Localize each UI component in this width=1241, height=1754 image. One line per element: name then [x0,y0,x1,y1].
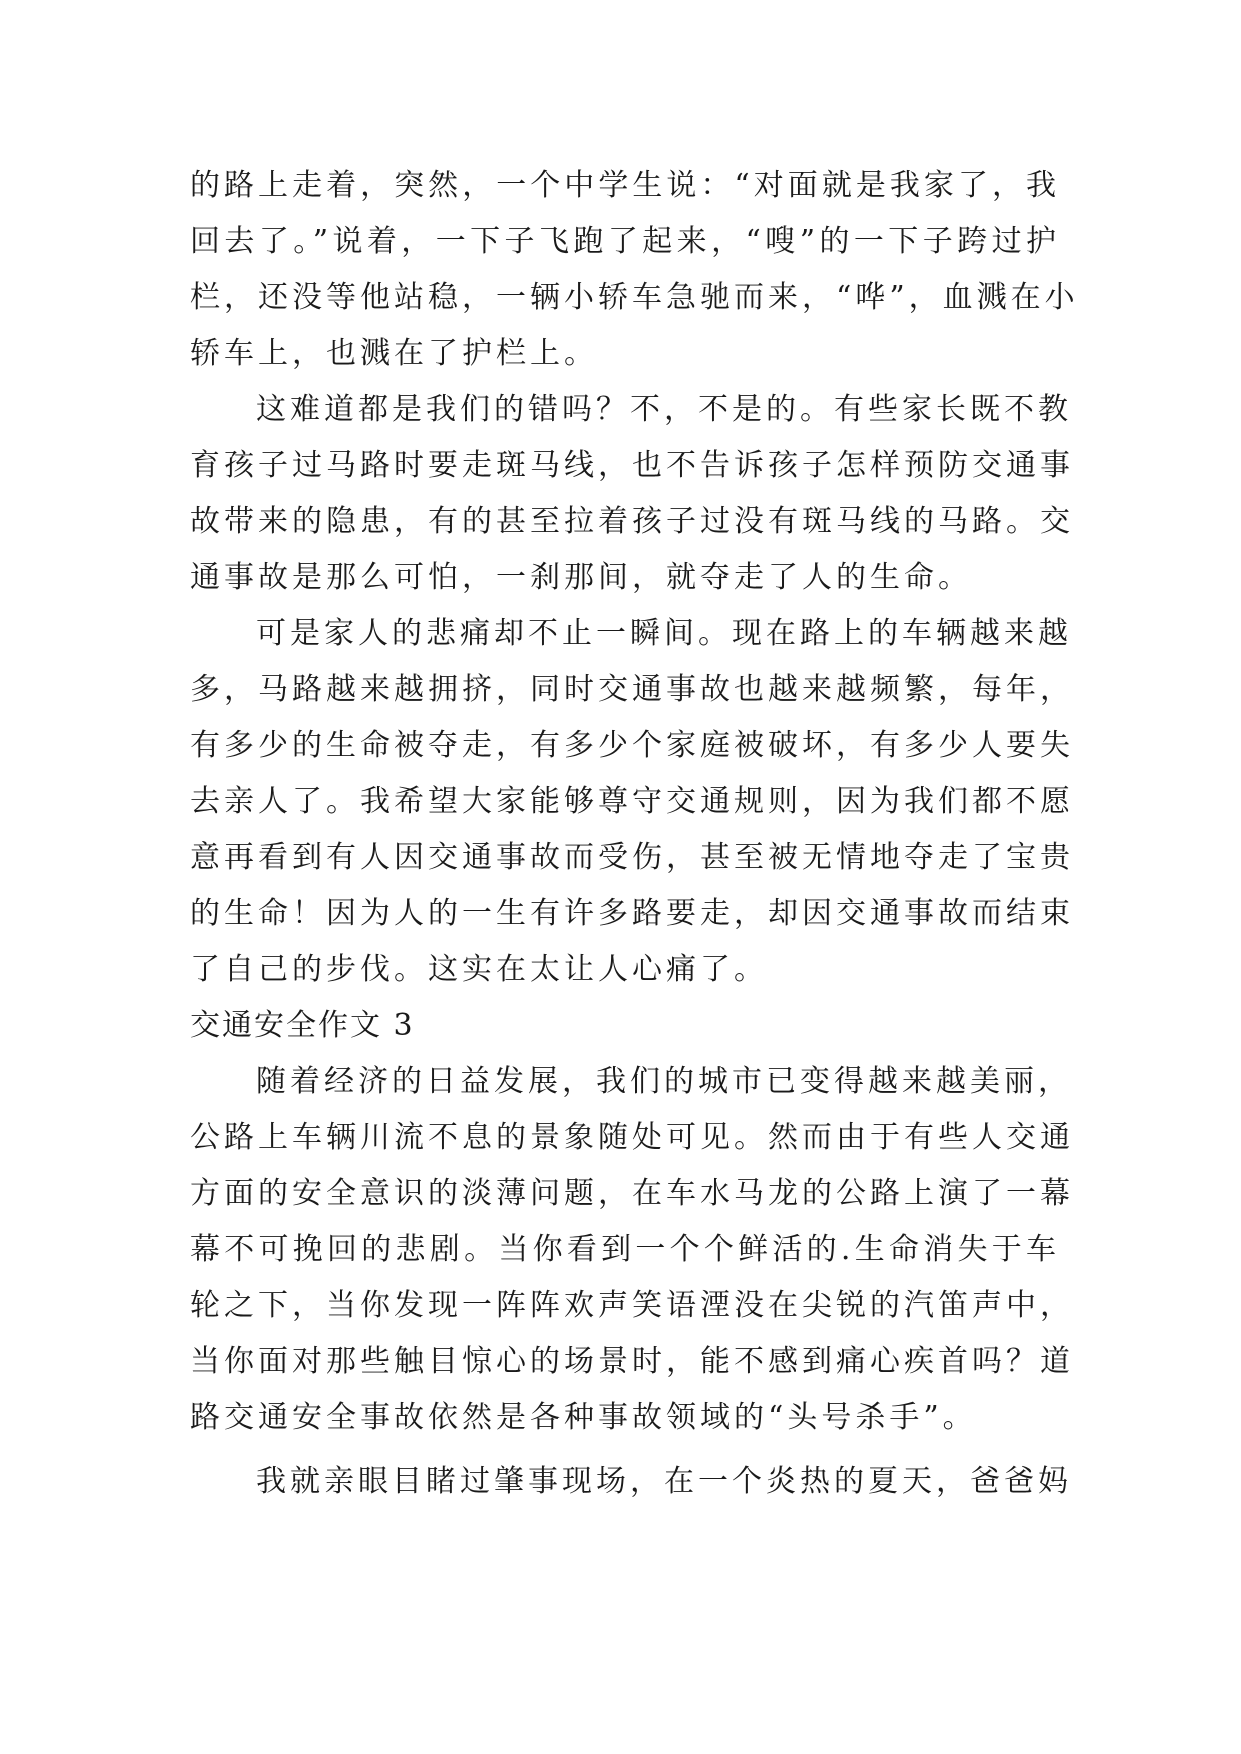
text-line: 可是家人的悲痛却不止一瞬间。现在路上的车辆越来越 [256,616,1072,651]
text-line: 方面的安全意识的淡薄问题，在车水马龙的公路上演了一幕 [190,1176,1074,1211]
text-line: 当你面对那些触目惊心的场景时，能不感到痛心疾首吗？道 [190,1344,1074,1379]
text-line: 轮之下，当你发现一阵阵欢声笑语湮没在尖锐的汽笛声中， [190,1288,1074,1323]
text-line: 路交通安全事故依然是各种事故领域的“头号杀手”。 [190,1400,977,1435]
text-line: 有多少的生命被夺走，有多少个家庭被破坏，有多少人要失 [190,728,1074,763]
paragraph [190,382,1074,606]
text-line: 故带来的隐患，有的甚至拉着孩子过没有斑马线的马路。交 [190,504,1074,539]
text-line: 育孩子过马路时要走斑马线，也不告诉孩子怎样预防交通事 [190,448,1074,483]
text-line: 公路上车辆川流不息的景象随处可见。然而由于有些人交通 [190,1120,1074,1155]
text-line: 回去了。”说着，一下子飞跑了起来，“嗖”的一下子跨过护 [190,224,1060,259]
text-line: 通事故是那么可怕，一刹那间，就夺走了人的生命。 [190,560,972,595]
text-line: 随着经济的日益发展，我们的城市已变得越来越美丽， [256,1064,1072,1099]
paragraph [190,606,1074,998]
paragraph-gap [190,1446,1060,1454]
text-line: 轿车上，也溅在了护栏上。 [190,336,598,371]
text-line: 意再看到有人因交通事故而受伤，甚至被无情地夺走了宝贵 [190,840,1074,875]
paragraph [190,158,1079,382]
text-line: 栏，还没等他站稳，一辆小轿车急驰而来，“哗”，血溅在小 [190,280,1079,315]
text-line: 多，马路越来越拥挤，同时交通事故也越来越频繁，每年， [190,672,1074,707]
paragraph [190,1054,1074,1446]
document-page [190,158,1079,1510]
section-heading: 交通安全作文 3 [190,1008,415,1043]
text-line: 我就亲眼目睹过肇事现场，在一个炎热的夏天，爸爸妈 [256,1464,1072,1499]
paragraph [190,1454,1072,1510]
text-line: 了自己的步伐。这实在太让人心痛了。 [190,952,768,987]
text-line: 这难道都是我们的错吗？不，不是的。有些家长既不教 [256,392,1072,427]
text-line: 的路上走着，突然，一个中学生说：“对面就是我家了，我 [190,168,1060,203]
text-line: 的生命！因为人的一生有许多路要走，却因交通事故而结束 [190,896,1074,931]
text-line: 幕不可挽回的悲剧。当你看到一个个鲜活的.生命消失于车 [190,1232,1060,1267]
text-line: 去亲人了。我希望大家能够尊守交通规则，因为我们都不愿 [190,784,1074,819]
